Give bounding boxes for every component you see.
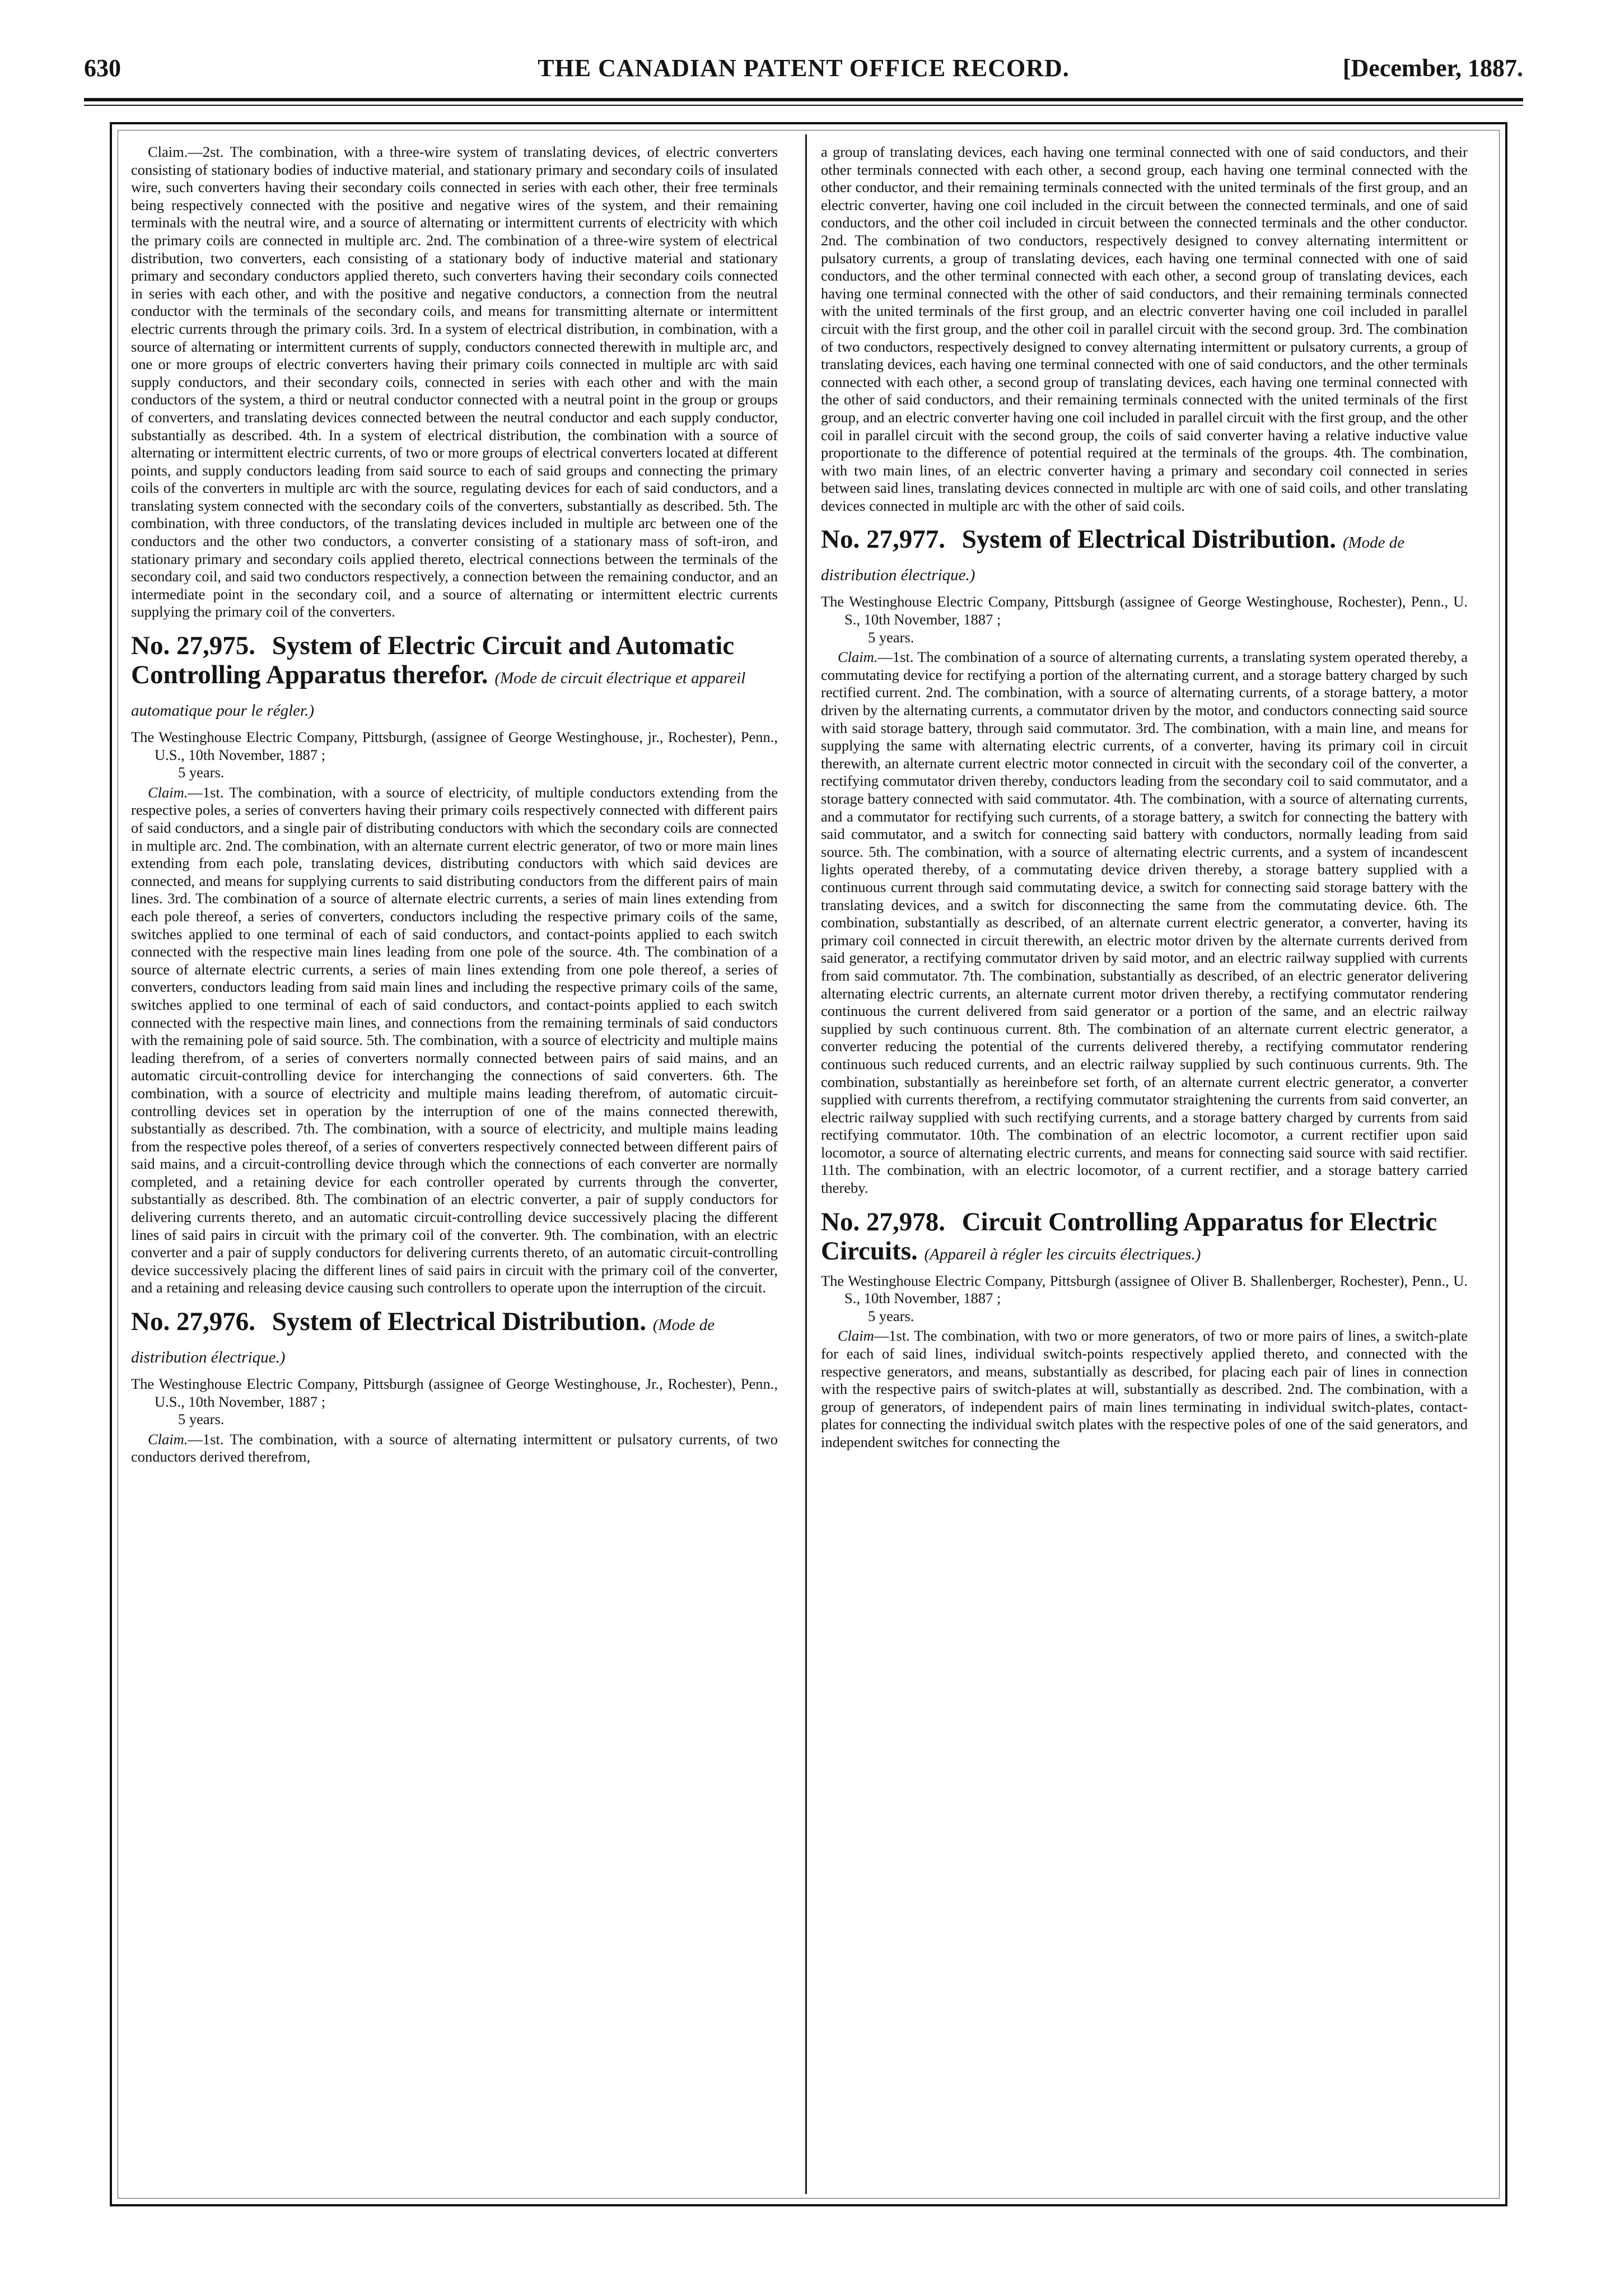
claim-label: Claim.	[148, 783, 188, 801]
assignee-text: The Westinghouse Electric Company, Pittsburgh (assignee of George Westinghouse, Rochester), Penn., U. S., 10th November, 1887 ;	[821, 593, 1468, 628]
patent-heading	[821, 525, 1468, 590]
patent-term: 5 years.	[178, 764, 225, 781]
column-divider	[805, 134, 807, 2194]
patent-claims	[821, 1327, 1468, 1451]
header-rule	[84, 98, 1523, 101]
claim-text: —1st. The combination, with a source of electricity, of multiple conductors extending from the respective poles, a series of converters having their primary coils respectively connected with different pairs of said conductors, and a single pair of distributing conductors with which the secondary coils are connected in multiple arc. 2nd. The combination, with an alternate current electric generator, of two or more main lines extending from each pole, translating devices, distributing conductors with which said devices are connected, and means for supplying currents to said distributing conductors from the different pairs of main lines. 3rd. The combination of a source of alternate electric currents, a series of main lines extending from each pole thereof, a series of converters, conductors including the respective primary coils of the same, switches applied to one terminal of each of said conductors, and contact-points applied to each switch connected with the respective main lines leading from one pole of the source. 4th. The combination of a source of alternate electric currents, a series of main lines extending from one pole thereof, a series of converters, conductors leading from said main lines and including the respective primary coils of the same, switches applied to one terminal of each of said conductors, and contact-points applied to each switch connected with the respective main lines, and connections from the remaining terminals of said conductors with the remaining pole of said source. 5th. The combination, with a source of electricity and multiple mains leading therefrom, of a series of converters normally connected between pairs of said mains, and an automatic circuit-controlling device for interchanging the connections of said converters. 6th. The combination, with a source of electricity and multiple mains leading therefrom, of automatic circuit-controlling devices set in operation by the interruption of one of the mains connected therewith, substantially as described. 7th. The combination, with a source of electricity, and multiple mains leading from the respective poles thereof, of a series of converters respectively connected between different pairs of said mains, and a circuit-controlling device through which the connections of each converter are normally completed, and a retaining device for each controller operated by currents through the converter, substantially as described. 8th. The combination of an electric converter, a pair of supply conductors for delivering currents thereto, and an automatic circuit-controlling device successively placing the different lines of said pairs in circuit with the primary coil of the converter. 9th. The combination, with an electric converter and a pair of supply conductors for delivering currents thereto, of an automatic circuit-controlling device successively placing the different lines of said pairs in circuit with the primary coil of the converter, and a retaining and releasing device causing such controllers to operate upon the interruption of the circuit.	[131, 783, 778, 1296]
claim-label: Claim.	[838, 648, 878, 666]
patent-heading	[131, 631, 778, 725]
patent-entry	[131, 631, 778, 1297]
patent-entry	[821, 1207, 1468, 1452]
patent-claims	[131, 784, 778, 1297]
publication-title: THE CANADIAN PATENT OFFICE RECORD.	[538, 54, 1070, 82]
patent-assignee	[131, 1375, 778, 1429]
patent-number: No. 27,975.	[131, 631, 255, 661]
patent-heading	[131, 1307, 778, 1372]
patent-translation: (Mode de distribution électrique.)	[131, 1316, 715, 1367]
patent-assignee	[821, 1272, 1468, 1326]
claim-text: —1st. The combination, with a source of alternating intermittent or pulsatory currents, of two conductors derived therefrom,	[131, 1430, 778, 1466]
patent-entry	[821, 525, 1468, 1197]
right-column	[821, 143, 1468, 2193]
left-column	[131, 143, 778, 2193]
patent-translation: (Mode de distribution électrique.)	[821, 534, 1405, 585]
issue-date: [December, 1887.	[1342, 54, 1523, 82]
assignee-text: The Westinghouse Electric Company, Pittsburgh, (assignee of George Westinghouse, jr., Rochester), Penn., U.S., 10th November, 1887 ;	[131, 729, 778, 763]
claim-label: Claim	[838, 1327, 874, 1345]
patent-translation: (Mode de circuit électrique et appareil automatique pour le régler.)	[131, 669, 746, 720]
patent-assignee	[131, 729, 778, 782]
patent-term: 5 years.	[178, 1411, 225, 1428]
patent-term: 5 years.	[868, 1307, 914, 1324]
patent-title: System of Electric Circuit and Automatic Controlling Apparatus therefor.	[131, 631, 735, 690]
patent-number: No. 27,978.	[821, 1207, 945, 1236]
patent-claims	[821, 648, 1468, 1197]
page-number: 630	[84, 54, 121, 82]
patent-title: System of Electrical Distribution.	[961, 525, 1337, 554]
patent-translation: (Appareil à régler les circuits électriques.)	[924, 1245, 1201, 1263]
claim-label: Claim.	[148, 1430, 188, 1448]
claim-text: —1st. The combination, with two or more generators, of two or more pairs of lines, a switch-plate for each of said lines, individual switch-points respectively applied thereto, and connected with the respective generators, and means, substantially as described, for placing each pair of lines in connection with the respective pairs of switch-plates at will, substantially as described. 2nd. The combination, with a group of generators, of independent pairs of main lines terminating in individual switch-plates, contact-plates for connecting the individual switch plates with the respective poles of one of the said generators, and independent switches for connecting the	[821, 1327, 1468, 1450]
assignee-text: The Westinghouse Electric Company, Pittsburgh (assignee of George Westinghouse, Jr., Rochester), Penn., U.S., 10th November, 1887 ;	[131, 1375, 778, 1410]
page-header	[84, 49, 1523, 88]
continued-claims: Claim.—2st. The combination, with a three-wire system of translating devices, of electric converters consisting of stationary bodies of inductive material, and stationary primary and secondary coils of insulated wire, such converters having their secondary coils connected in series with each other, their free terminals being respectively connected with the positive and negative wires of the system, and their remaining terminals with the neutral wire, and a source of alternating or intermittent currents of electricity with which the primary coils are connected in multiple arc. 2nd. The combination of a three-wire system of electrical distribution, two converters, each consisting of a stationary body of inductive material and stationary primary and secondary conductors applied thereto, such converters having their secondary coils connected in series with each other, and with the positive and negative conductors, a connection from the neutral conductor with the terminals of the secondary coils, and means for transmitting alternate or intermittent electric currents through the primary coils. 3rd. In a system of electrical distribution, in combination, with a source of alternating or intermittent currents of supply, conductors connected therewith in multiple arc, and one or more groups of electric converters having their primary coils connected in multiple arc with said supply conductors, and their secondary coils, connected in series with each other and with the main conductors of the system, a third or neutral conductor connected with a neutral point in the group or groups of converters, and translating devices connected between the neutral conductor and each supply conductor, substantially as described. 4th. In a system of electrical distribution, the combination with a source of alternating or intermittent electric currents, of two or more groups of electrical converters located at different points, and supply conductors leading from said source to each of said groups and connecting the primary coils of the converters in multiple arc with the source, regulating devices for each of said conductors, and a translating system connected with the secondary coils of the converters, substantially as described. 5th. The combination, with three conductors, of the translating devices included in multiple arc between one of the conductors and the other two conductors, a converter consisting of a stationary mass of soft-iron, and stationary primary and secondary coils applied thereto, electrical connections between the terminals of the secondary coil, and said two conductors respectively, a connection between the remaining conductor, and an intermediate point in the secondary coil, and a source of alternating or intermittent electric currents supplying the primary coil of the converters.	[131, 143, 778, 620]
patent-title: System of Electrical Distribution.	[272, 1307, 647, 1337]
patent-title: Circuit Controlling Apparatus for Electric Circuits.	[821, 1207, 1437, 1266]
claim-text: —1st. The combination of a source of alternating currents, a translating system operated thereby, a commutating device for rectifying a portion of the alternating current, and a storage battery charged by such rectified current. 2nd. The combination, with a source of alternating currents, of a storage battery, a motor driven by the alternating currents, a commutator driven by the motor, and conductors connecting said source with said storage battery, through said commutator. 3rd. The combination, with a main line, and means for supplying the same with alternating electric currents, of a converter, having its primary coil in circuit therewith, an alternate current electric motor connected in circuit with the secondary coil of the converter, a rectifying commutator driven thereby, conductors leading from the secondary coil to said commutator, and a storage battery connected with said commutator. 4th. The combination, with a source of alternating currents, and a commutator for rectifying such currents, of a storage battery, a switch for connecting the battery with said commutator, and a switch for connecting said battery with conductors, normally leading from said source. 5th. The combination, with a source of alternating electric currents, and a system of incandescent lights operated thereby, of a commutating device driven thereby, a storage battery supplied with a continuous current through said commutating device, a switch for connecting said storage battery with the translating devices, and a switch for disconnecting the same from the commutating device. 6th. The combination, substantially as described, of an alternate current electric generator, a converter, having its primary coil connected in circuit therewith, an electric motor driven by the alternate currents derived from said generator, a rectifying commutator driven by said motor, and an electric railway supplied with currents from said commutator. 7th. The combination, substantially as described, of an electric generator delivering alternating electric currents, an alternate current motor driven thereby, a rectifying commutator rendering continuous the current delivered from said generator or a portion of the same, and an electric railway supplied by such continuous current. 8th. The combination of an alternate current electric generator, a converter reducing the potential of the currents delivered thereby, a rectifying commutator rendering continuous such reduced currents, and an electric railway supplied by such continuous currents. 9th. The combination, substantially as hereinbefore set forth, of an alternate current electric generator, a converter supplied with currents therefrom, a rectifying commutator straightening the currents from said converter, an electric railway supplied with such rectifying currents, and a storage battery charged by currents from said rectifying commutator. 10th. The combination of an electric locomotor, a current rectifier upon said locomotor, a source of alternating electric currents, and means for connecting said source with said rectifier. 11th. The combination, with an electric locomotor, of a current rectifier, and a storage battery carried thereby.	[821, 648, 1468, 1197]
patent-number: No. 27,977.	[821, 525, 945, 554]
patent-claims	[131, 1431, 778, 1466]
patent-number: No. 27,976.	[131, 1307, 255, 1337]
header-rule-thin	[84, 105, 1523, 106]
continued-claims: a group of translating devices, each having one terminal connected with one of said conductors, and their other terminals connected with each other, a second group, each having one terminal connected with the other conductor, and their remaining terminals connected with the united terminals of the first group, and an electric converter, having one coil included in the circuit between the connected terminals, and one of said conductors, and the other coil included in circuit between the connected terminals and the other conductor. 2nd. The combination of two conductors, respectively designed to convey alternating intermittent or pulsatory currents, a group of translating devices, each having one terminal connected with one of said conductors, and the other terminal connected with each other, a second group of translating devices, each having one terminal connected with the other of said conductors, and their remaining terminals connected with the united terminals of the first group, and an electric converter having one coil included in parallel circuit with the first group, and the other coil in parallel circuit with the second group. 3rd. The combination of two conductors, respectively designed to convey alternating intermittent or pulsatory currents, a group of translating devices, each having one terminal connected with one of said conductors, and the other terminals connected with each other, a second group of translating devices, each having one terminal connected with the other of said conductors, and their remaining terminals connected with the united terminals of the first group, and an electric converter having one coil included in parallel circuit with the first group, and the other coil in parallel circuit with the second group, the coils of said converter having a relative inductive value proportionate to the difference of potential required at the terminals of the groups. 4th. The combination, with two main lines, of an electric converter having a primary and secondary coil connected in series between said lines, translating devices connected in multiple arc with one of said coils, and other translating devices connected in multiple arc with the other of said coils.	[821, 143, 1468, 514]
assignee-text: The Westinghouse Electric Company, Pittsburgh (assignee of Oliver B. Shallenberger, Rochester), Penn., U. S., 10th November, 1887 ;	[821, 1272, 1468, 1307]
patent-entry	[131, 1307, 778, 1466]
patent-term: 5 years.	[868, 628, 914, 646]
patent-heading	[821, 1207, 1468, 1269]
patent-assignee	[821, 593, 1468, 646]
